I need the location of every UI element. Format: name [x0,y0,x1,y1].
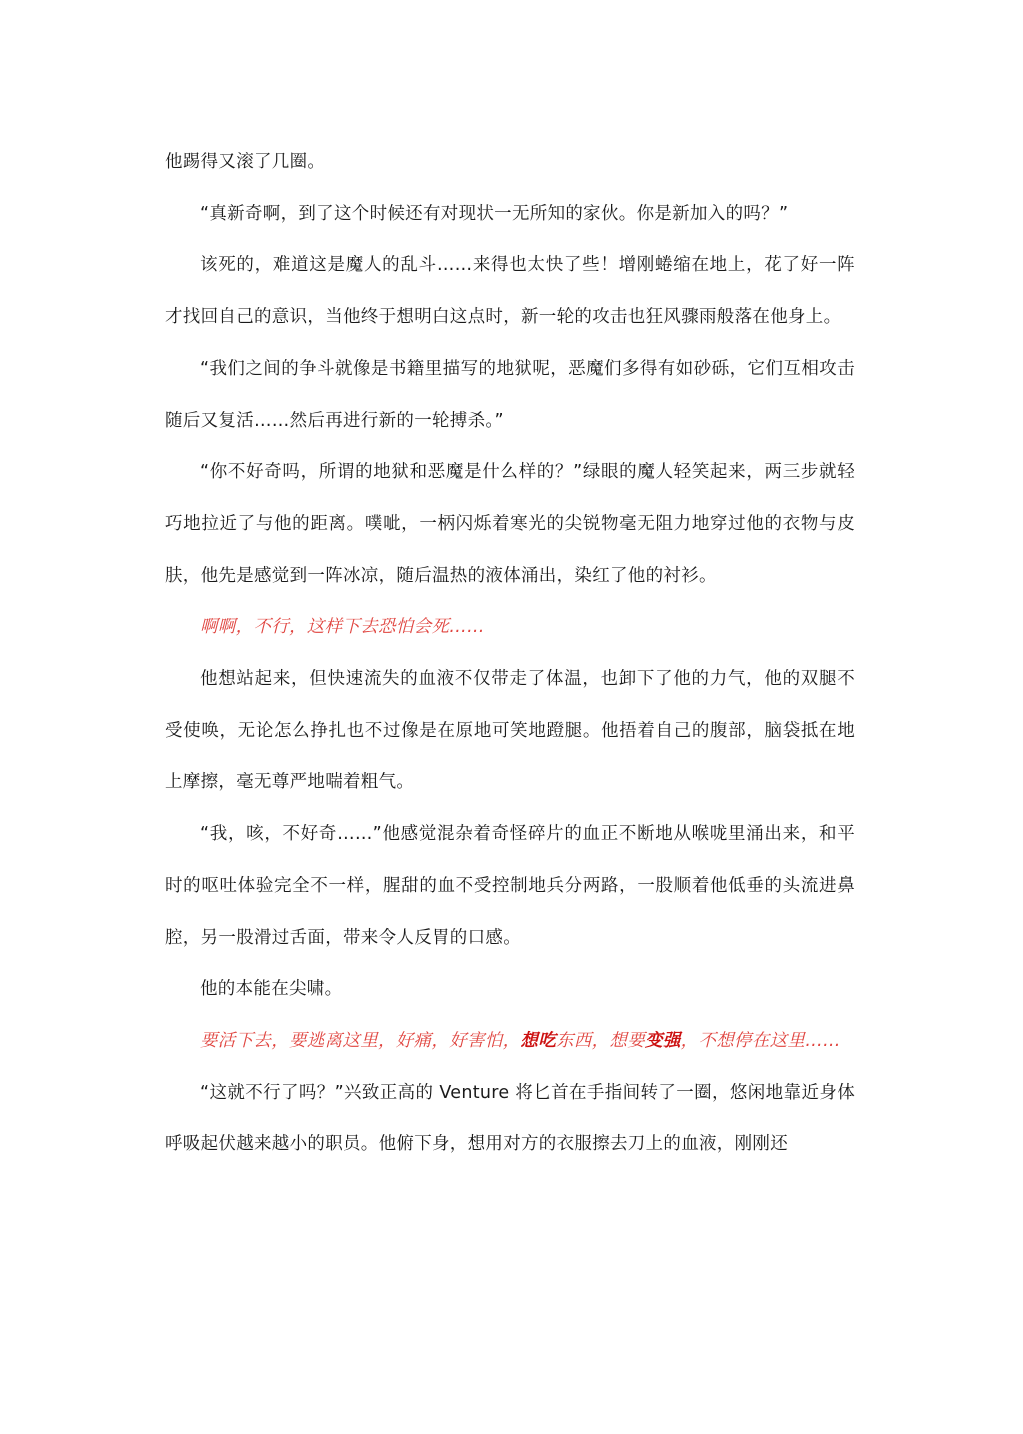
inner-voice-emphasis: 变强 [645,1030,681,1051]
paragraph: “这就不行了吗？”兴致正高的 Venture 将匕首在手指间转了一圈，悠闲地靠近身体呼吸起伏越来越小的职员。他俯下身，想用对方的衣服擦去刀上的血液，刚刚还 [165,1082,855,1155]
inner-voice-paragraph: 啊啊，不行，这样下去恐怕会死…… [200,617,485,638]
inner-voice-segment: 要活下去，要逃离这里，好痛，好害怕， [200,1030,521,1051]
paragraph: “我，咳，不好奇……”他感觉混杂着奇怪碎片的血正不断地从喉咙里涌出来，和平时的呕吐体验完全不一样，腥甜的血不受控制地兵分两路，一股顺着他低垂的头流进鼻腔，另一股滑过舌面，带来令人反胃的口感。 [165,824,855,948]
inner-voice-segment: 东西，想要 [556,1030,646,1051]
paragraph: 他想站起来，但快速流失的血液不仅带走了体温，也卸下了他的力气，他的双腿不受使唤，无论怎么挣扎也不过像是在原地可笑地蹬腿。他捂着自己的腹部，脑袋抵在地上摩擦，毫无尊严地喘着粗气。 [165,669,855,793]
paragraph: “你不好奇吗，所谓的地狱和恶魔是什么样的？”绿眼的魔人轻笑起来，两三步就轻巧地拉近了与他的距离。噗呲，一柄闪烁着寒光的尖锐物毫无阻力地穿过他的衣物与皮肤，他先是感觉到一阵冰凉，随后温热的液体涌出，染红了他的衬衫。 [165,462,855,586]
inner-voice-paragraph [165,1016,855,1068]
paragraph: 他踢得又滚了几圈。 [165,152,326,172]
inner-voice-emphasis: 想吃 [520,1030,557,1051]
article-body [165,137,855,1171]
paragraph: 该死的，难道这是魔人的乱斗……来得也太快了些！增刚蜷缩在地上，花了好一阵才找回自己的意识，当他终于想明白这点时，新一轮的攻击也狂风骤雨般落在他身上。 [165,255,855,328]
paragraph: “真新奇啊，到了这个时候还有对现状一无所知的家伙。你是新加入的吗？” [200,203,789,224]
paragraph: “我们之间的争斗就像是书籍里描写的地狱呢，恶魔们多得有如砂砾，它们互相攻击随后又复活……然后再进行新的一轮搏杀。” [165,358,855,431]
paragraph: 他的本能在尖啸。 [200,979,343,1000]
inner-voice-segment: ，不想停在这里…… [680,1030,841,1051]
